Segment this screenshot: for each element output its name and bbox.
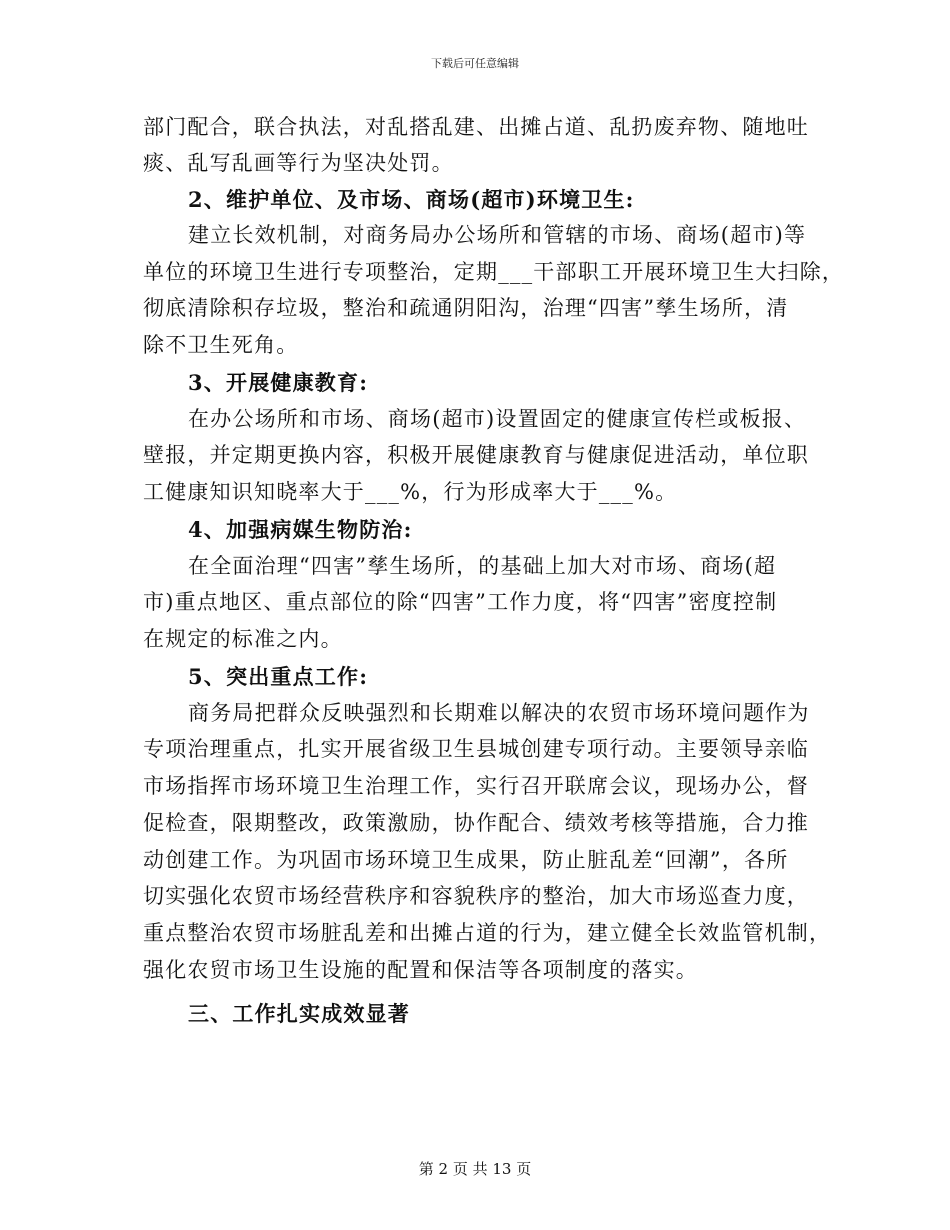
- paragraph-line: 切实强化农贸市场经营秩序和容貌秩序的整治，加大市场巡查力度，: [143, 884, 809, 908]
- paragraph-line: 商务局把群众反映强烈和长期难以解决的农贸市场环境问题作为: [188, 701, 810, 725]
- paragraph-line: 强化农贸市场卫生设施的配置和保洁等各项制度的落实。: [143, 958, 698, 982]
- paragraph-line: 市)重点地区、重点部位的除“四害”工作力度，将“四害”密度控制: [143, 590, 778, 614]
- paragraph-line: 工健康知识知晓率大于___%，行为形成率大于___%。: [143, 480, 678, 504]
- paragraph-line: 市场指挥市场环境卫生治理工作，实行召开联席会议，现场办公，督: [143, 774, 809, 798]
- paragraph-line: 除不卫生死角。: [143, 333, 299, 357]
- paragraph-line: 在规定的标准之内。: [143, 627, 343, 651]
- section-heading: 5、突出重点工作:: [188, 664, 369, 689]
- paragraph-line: 痰、乱写乱画等行为坚决处罚。: [143, 151, 454, 175]
- paragraph-line: 促检查，限期整改，政策激励，协作配合、绩效考核等措施，合力推: [143, 811, 809, 835]
- section-heading: 三、工作扎实成效显著: [188, 1001, 410, 1026]
- paragraph-line: 部门配合，联合执法，对乱搭乱建、出摊占道、乱扔废弃物、随地吐: [143, 115, 809, 139]
- page-footer: 第 2 页 共 13 页: [418, 1160, 532, 1178]
- paragraph-line: 彻底清除积存垃圾，整治和疏通阴阳沟，治理“四害”孳生场所，清: [143, 296, 789, 320]
- section-heading: 3、开展健康教育:: [188, 370, 369, 395]
- section-heading: 2、维护单位、及市场、商场(超市)环境卫生:: [188, 187, 635, 212]
- paragraph-line: 在办公场所和市场、商场(超市)设置固定的健康宣传栏或板报、: [188, 407, 807, 431]
- paragraph-line: 单位的环境卫生进行专项整治，定期___干部职工开展环境卫生大扫除，: [143, 260, 845, 284]
- paragraph-line: 动创建工作。为巩固市场环境卫生成果，防止脏乱差“回潮”，各所: [143, 848, 789, 872]
- paragraph-line: 在全面治理“四害”孳生场所，的基础上加大对市场、商场(超: [188, 554, 777, 578]
- paragraph-line: 壁报，并定期更换内容，积极开展健康教育与健康促进活动，单位职: [143, 443, 809, 467]
- section-heading: 4、加强病媒生物防治:: [188, 517, 413, 542]
- paragraph-line: 专项治理重点，扎实开展省级卫生县城创建专项行动。主要领导亲临: [143, 737, 809, 761]
- paragraph-line: 重点整治农贸市场脏乱差和出摊占道的行为，建立健全长效监管机制，: [143, 921, 832, 945]
- paragraph-line: 建立长效机制，对商务局办公场所和管辖的市场、商场(超市)等: [188, 223, 807, 247]
- page-header: 下载后可任意编辑: [431, 57, 519, 70]
